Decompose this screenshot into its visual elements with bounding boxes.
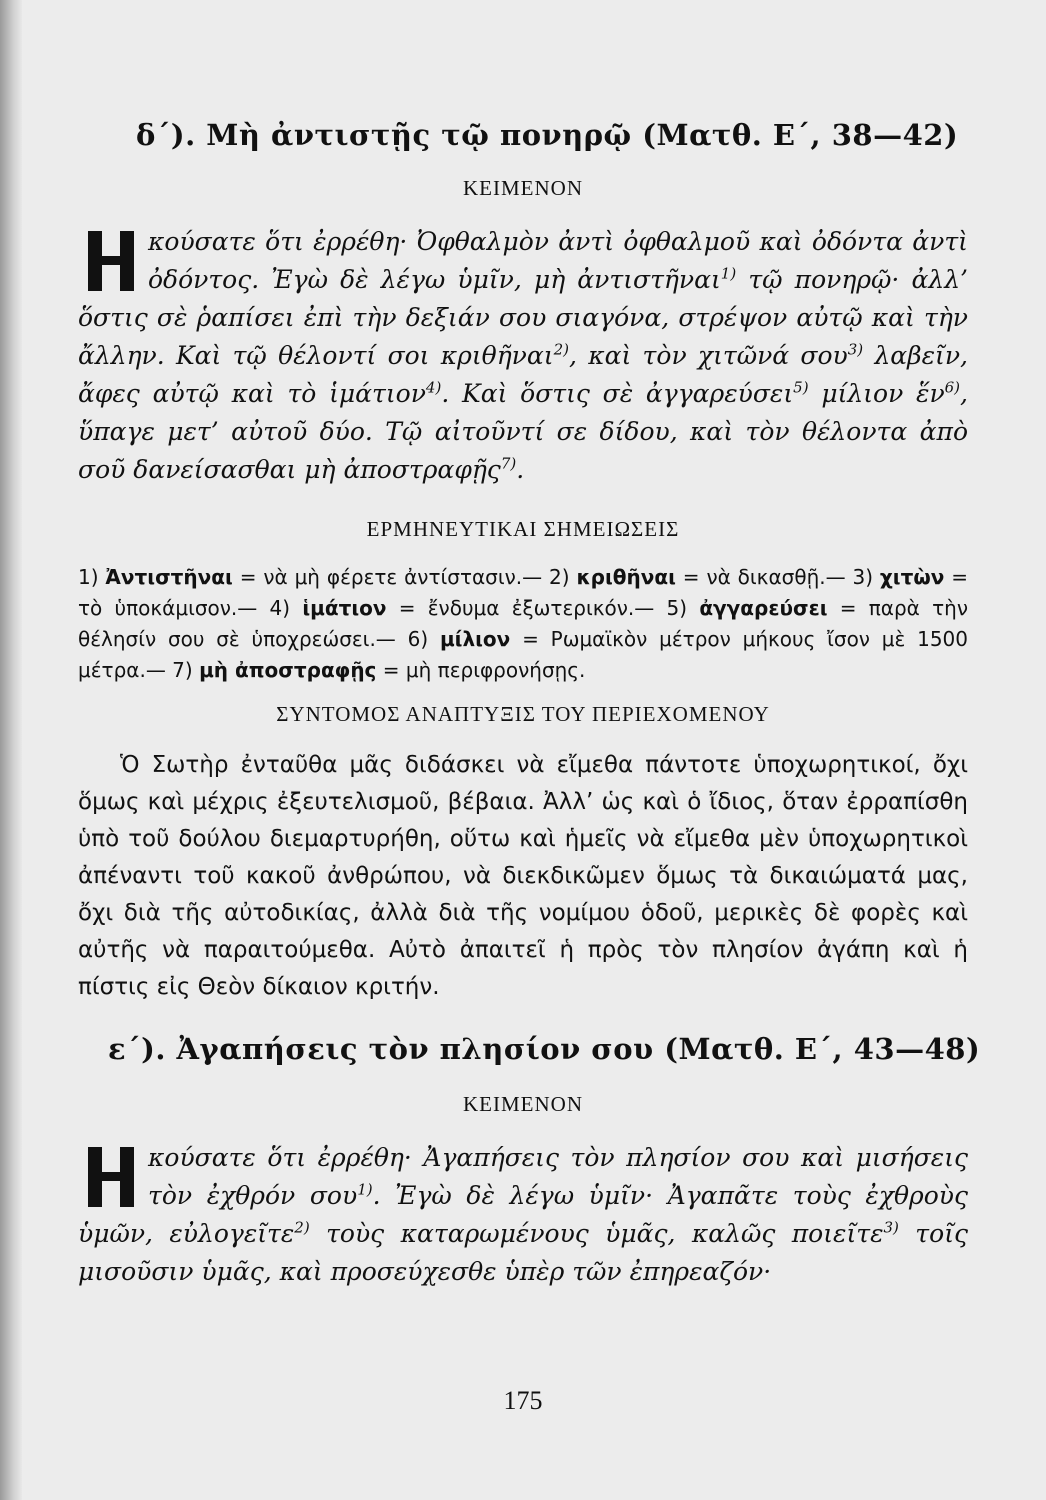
note-6: 6) μίλιον = Ρωμαϊκὸν μέτρον μήκους ἴσον μὲ 1500 μέτρα.— xyxy=(78,627,969,682)
note-7: 7) μὴ ἀποστραφῇς = μὴ περιφρονήσῃς. xyxy=(172,658,586,682)
drop-cap-initial xyxy=(86,231,138,291)
footnote-ref: 7) xyxy=(500,454,517,473)
summary-paragraph: Ὁ Σωτὴρ ἐνταῦθα μᾶς διδάσκει νὰ εἴμεθα πάντοτε ὑποχωρητικοί, ὄχι ὅμως καὶ μέχρις ἐξευτελισμοῦ, βέβαια. Ἀλλ’ ὡς καὶ ὁ ἴδιος, ὅταν ἐρραπίσθη ὑπὸ τοῦ δούλου διεμαρτυρήθη, οὕτω καὶ ἡμεῖς νὰ εἴμεθα μὲν ὑποχωρητικοὶ ἀπέναντι τοῦ κακοῦ ἀνθρώπου, νὰ διεκδικῶμεν ὅμως τὰ δικαιώματά μας, ὄχι διὰ τῆς αὐτοδικίας, ἀλλὰ διὰ τῆς νομίμου ὁδοῦ, μερικὲς δὲ φορὲς καὶ αὐτῆς νὰ παραιτούμεθα. Αὐτὸ ἀπαιτεῖ ἡ πρὸς τὸν πλησίον ἀγάπη καὶ ἡ πίστις εἰς Θεὸν δίκαιον κριτήν. xyxy=(78,752,968,1000)
section-e-text-label: ΚΕΙΜΕΝΟΝ xyxy=(463,1092,583,1116)
page-number: 175 xyxy=(503,1386,543,1415)
section-e-heading: ε΄). Ἀγαπήσεις τὸν πλησίον σου (Ματθ. Ε΄, 43—48) xyxy=(108,1032,981,1066)
explanatory-notes xyxy=(78,562,968,686)
footnote-ref: 5) xyxy=(793,378,809,397)
note-5: 5) ἀγγαρεύσει = παρὰ τὴν θέλησίν σου σὲ ὑποχρεώσει.— xyxy=(78,596,968,651)
summary-label: ΣΥΝΤΟΜΟΣ ΑΝΑΠΤΥΞΙΣ ΤΟΥ ΠΕΡΙΕΧΟΜΕΝΟΥ xyxy=(276,702,770,726)
note-4: 4) ἱμάτιον = ἔνδυμα ἐξωτερικόν.— xyxy=(269,596,667,620)
section-d-text: κούσατε ὅτι ἐρρέθη· Ὀφθαλμὸν ἀντὶ ὀφθαλμοῦ καὶ ὀδόντα ἀντὶ ὀδόντος. Ἐγὼ δὲ λέγω ὑμῖν, μὴ ἀντιστῆναι$^{1)}$ τῷ πονηρῷ· ἀλλ’ ὅστις σὲ ῥαπίσει ἐπὶ τὴν δεξιάν σου σιαγόνα, στρέψον αὐτῷ καὶ τὴν ἄλλην. Καὶ τῷ θέλοντί σοι κριθῆναι$^{2)}$, καὶ τὸν χιτῶνά σου$^{3)}$ λαβεῖν, ἄφες αὐτῷ καὶ τὸ ἱμάτιον$^{4)}$. Καὶ ὅστις σὲ ἀγγαρεύσει$^{5)}$ μίλιον ἕν$^{6)}$, ὕπαγε μετ’ αὐτοῦ δύο. Τῷ αἰτοῦντί σε δίδου, καὶ τὸν θέλοντα ἀπὸ σοῦ δανείσασθαι μὴ ἀποστραφῇς$^{7)}$. xyxy=(78,227,969,484)
section-d-heading: δ΄). Μὴ ἀντιστῇς τῷ πονηρῷ (Ματθ. Ε΄, 38—42) xyxy=(136,118,959,152)
drop-cap-initial-2 xyxy=(86,1147,138,1207)
page-content xyxy=(78,118,981,1291)
page-spine-shadow xyxy=(0,0,22,1500)
note-2: 2) κριθῆναι = νὰ δικασθῇ.— xyxy=(549,565,853,589)
section-d-text-label: ΚΕΙΜΕΝΟΝ xyxy=(463,176,583,200)
footnote-ref: 3) xyxy=(847,340,864,359)
footnote-ref: 2) xyxy=(294,1218,310,1237)
footnote-ref: 4) xyxy=(425,378,442,397)
footnote-ref: 1) xyxy=(720,264,737,283)
footnote-ref: 2) xyxy=(553,340,569,359)
footnote-ref: 6) xyxy=(944,378,961,397)
notes-label: ΕΡΜΗΝΕΥΤΙΚΑΙ ΣΗΜΕΙΩΣΕΙΣ xyxy=(366,517,680,541)
note-1: 1) Ἀντιστῆναι = νὰ μὴ φέρετε ἀντίστασιν.— xyxy=(78,565,550,589)
footnote-ref: 1) xyxy=(357,1180,373,1199)
section-e-text: κούσατε ὅτι ἐρρέθη· Ἀγαπήσεις τὸν πλησίον σου καὶ μισήσεις τὸν ἐχθρόν σου$^{1)}$. Ἐγὼ δὲ λέγω ὑμῖν· Ἀγαπᾶτε τοὺς ἐχθροὺς ὑμῶν, εὐλογεῖτε$^{2)}$ τοὺς καταρωμένους ὑμᾶς, καλῶς ποιεῖτε$^{3)}$ τοῖς μισοῦσιν ὑμᾶς, καὶ προσεύχεσθε ὑπὲρ τῶν ἐπηρεαζόν· xyxy=(78,1143,968,1286)
footnote-ref: 3) xyxy=(883,1218,899,1237)
note-3: 3) χιτὼν = τὸ ὑποκάμισον.— xyxy=(78,565,969,620)
